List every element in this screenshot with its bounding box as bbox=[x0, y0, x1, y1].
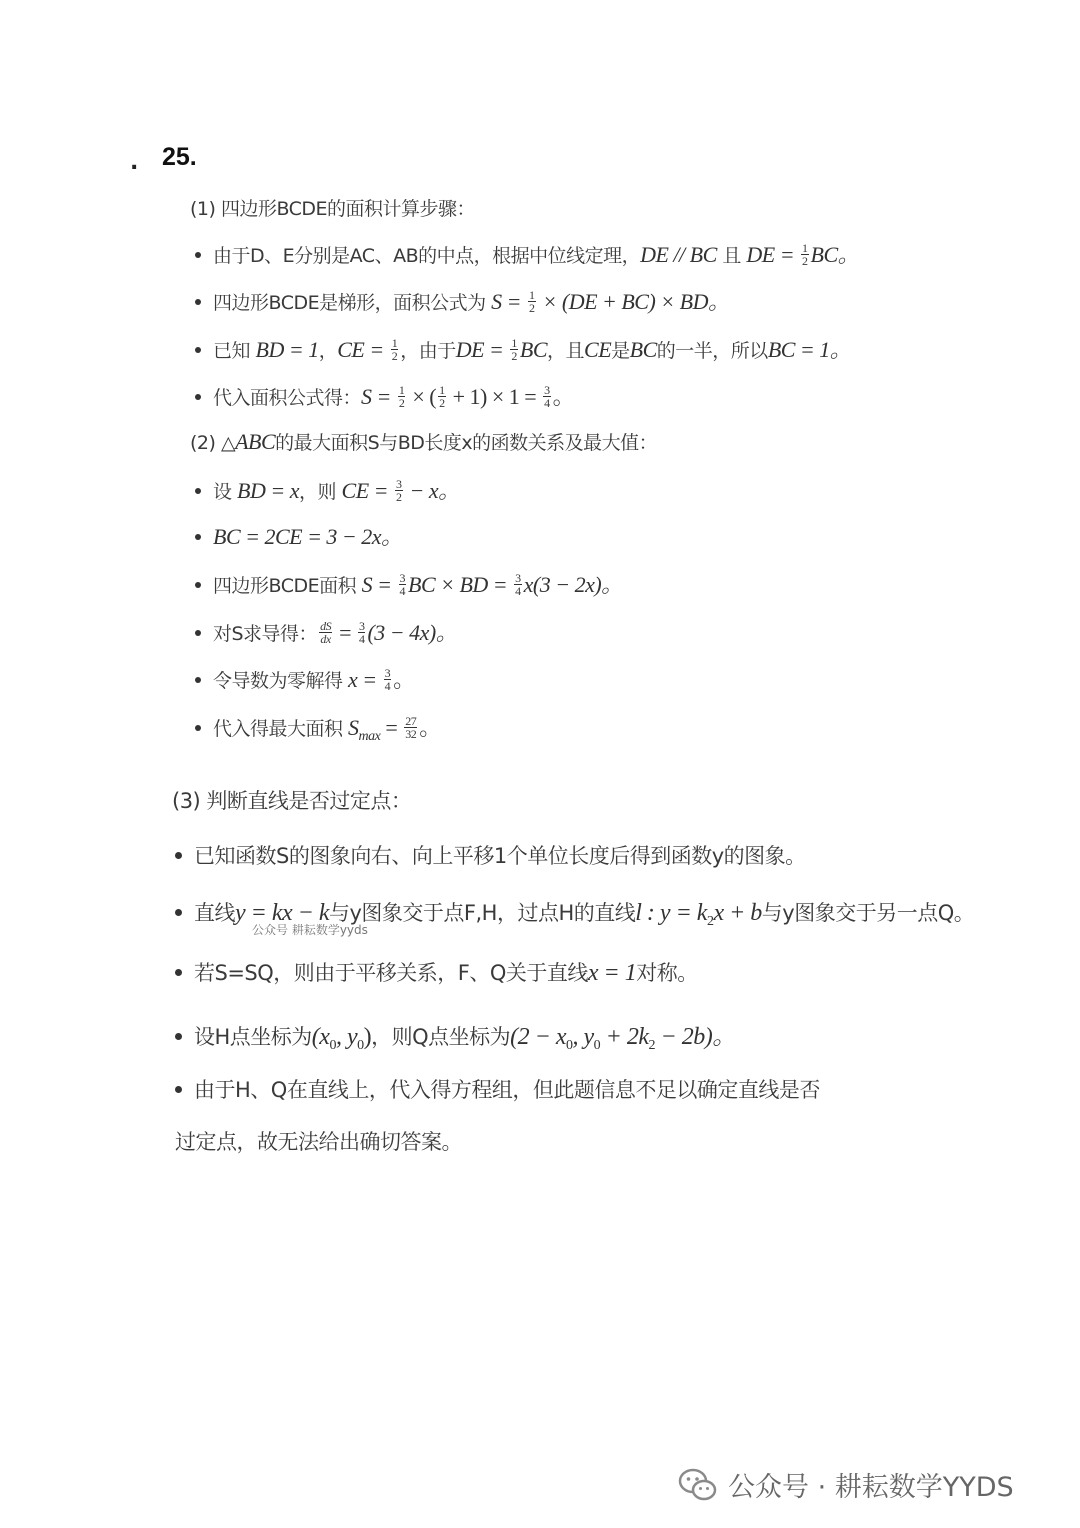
part1-heading: (1) 四边形BCDE的面积计算步骤： bbox=[190, 198, 476, 220]
bullet-icon bbox=[195, 252, 201, 258]
part2-item2: BC = 2CE = 3 − 2x。 bbox=[195, 520, 403, 551]
footer-watermark bbox=[678, 1465, 1014, 1504]
bullet-icon bbox=[195, 630, 201, 636]
wechat-icon bbox=[678, 1468, 718, 1502]
part2-item5: 令导数为零解得 x = $\frac{3}{4}$ 。 bbox=[195, 663, 415, 694]
part3-item4: 设H点坐标为($x_0$, $y_0$)，则Q点坐标为($2 - x_0$, $y_0 + 2k_2 - 2b$)。 bbox=[175, 1016, 736, 1054]
part2-item1: 设 BD = x，则 CE = $\frac{3}{2}$ − x。 bbox=[195, 474, 460, 505]
bullet-icon bbox=[195, 394, 201, 400]
fraction: $\frac{3}{4}$ bbox=[544, 383, 550, 410]
part3-heading: (3) 判断直线是否过定点： bbox=[172, 789, 412, 813]
bullet-icon bbox=[175, 969, 182, 976]
part3-item5: 由于H、Q在直线上，代入得方程组，但此题信息不足以确定直线是否过定点，故无法给出确切答案。 bbox=[175, 1078, 820, 1154]
fraction: $\frac{1}{2}$ bbox=[398, 383, 405, 410]
bullet-icon bbox=[195, 488, 201, 494]
bullet-icon bbox=[175, 1086, 182, 1093]
fraction: $\frac{1}{2}$ bbox=[802, 241, 808, 268]
bullet-icon bbox=[175, 1033, 182, 1040]
fraction: $\frac{1}{2}$ bbox=[391, 336, 398, 363]
part2-item4: 对S求导得： $\frac{dS}{dx}$ = $\frac{3}{4}$ (3 − 4x)。 bbox=[195, 616, 457, 647]
part3-item3: 若S=SQ，则由于平移关系，F、Q关于直线x = 1对称。 bbox=[175, 957, 698, 987]
fraction: $\frac{3}{2}$ bbox=[396, 477, 402, 504]
part1-item3: 已知 BD = 1，CE = $\frac{1}{2}$ ，由于DE = $\frac{1}{2}$ BC，且CE是BC的一半，所以BC = 1。 bbox=[195, 333, 851, 364]
fraction: $\frac{1}{2}$ bbox=[439, 383, 445, 410]
fraction: $\frac{1}{2}$ bbox=[511, 336, 517, 363]
bullet-icon bbox=[195, 725, 201, 731]
fraction: $\frac{3}{4}$ bbox=[384, 666, 391, 693]
watermark-text: 公众号 · 耕耘数学YYDS bbox=[728, 1472, 1014, 1503]
inline-watermark: 公众号 耕耘数学yyds bbox=[252, 923, 368, 937]
fraction: $\frac{3}{4}$ bbox=[399, 571, 406, 598]
part1-item4: 代入面积公式得：S = $\frac{1}{2}$ × ( $\frac{1}{2}$ + 1) × 1 = $\frac{3}{4}$ 。 bbox=[195, 380, 574, 411]
part1-item1: 由于D、E分别是AC、AB的中点，根据中位线定理，DE // BC 且 DE = $\frac{1}{2}$ BC。 bbox=[195, 238, 859, 269]
fraction: $\frac{1}{2}$ bbox=[529, 288, 535, 315]
part2-item6: 代入得最大面积 $S_{max}$ = $\frac{27}{32}$ 。 bbox=[195, 711, 441, 745]
bullet-icon bbox=[195, 582, 201, 588]
part1-item2: 四边形BCDE是梯形，面积公式为 S = $\frac{1}{2}$ × (DE + BC) × BD。 bbox=[195, 285, 729, 316]
part3-item2: 直线y = kx − k与y图象交于点F,H，过点H的直线l : $y = k_2x + b$与y图象交于另一点Q。 bbox=[175, 897, 974, 930]
bullet-icon bbox=[175, 909, 182, 916]
fraction: $\frac{3}{4}$ bbox=[515, 571, 521, 598]
bullet-icon bbox=[175, 852, 182, 859]
fraction: $\frac{27}{32}$ bbox=[405, 714, 417, 741]
fraction: $\frac{dS}{dx}$ bbox=[320, 619, 332, 646]
part2-item3: 四边形BCDE面积 S = $\frac{3}{4}$ BC × BD = $\frac{3}{4}$ x(3 − 2x)。 bbox=[195, 568, 623, 599]
bullet-icon bbox=[195, 347, 201, 353]
part3-item1: 已知函数S的图象向右、向上平移1个单位长度后得到函数y的图象。 bbox=[175, 840, 806, 870]
bullet-icon bbox=[195, 299, 201, 305]
fraction: $\frac{3}{4}$ bbox=[358, 619, 365, 646]
bullet-icon bbox=[195, 534, 201, 540]
question-dot: . bbox=[130, 150, 139, 175]
bullet-icon bbox=[195, 677, 201, 683]
question-number: 25. bbox=[162, 143, 197, 171]
part2-heading: (2) △ABC的最大面积S与BD长度x的函数关系及最大值： bbox=[190, 429, 658, 454]
